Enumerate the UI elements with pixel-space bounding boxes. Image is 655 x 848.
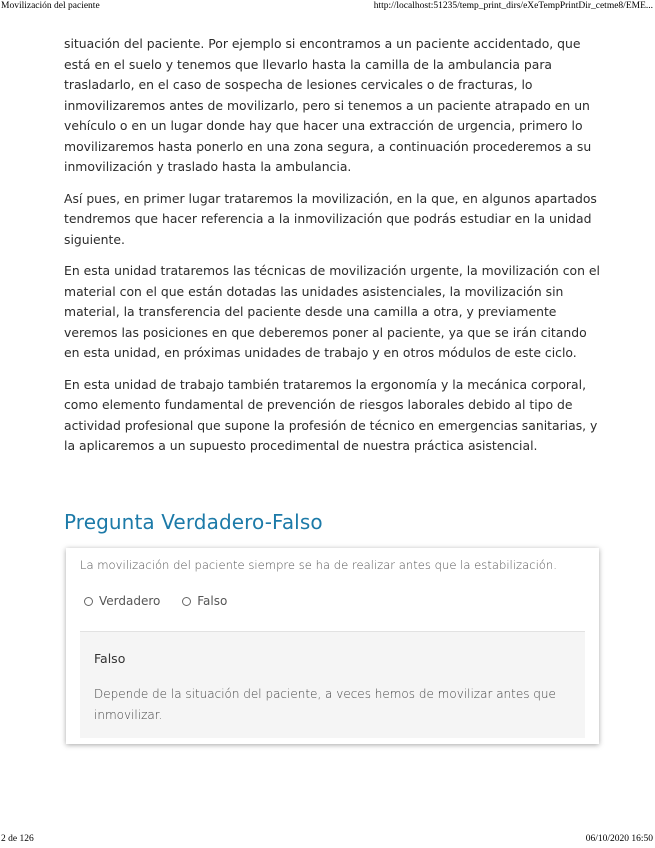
paragraph: En esta unidad trataremos las técnicas de movilización urgente, la movilización con el material con el que están dotadas las unidades asistenciales, la movilización sin material, la transferencia del paciente desde una camilla a otra, y previamente veremos las posiciones en que deberemos poner al paciente, ya que se irán citando en esta unidad, en próximas unidades de trabajo y en otros módulos de este ciclo. — [64, 263, 600, 360]
paragraph: Así pues, en primer lugar trataremos la movilización, en la que, en algunos apartados tendremos que hacer referencia a la inmovilización que podrás estudiar en la unidad siguiente. — [64, 190, 597, 247]
main-content — [64, 34, 600, 468]
option-label: Verdadero — [99, 594, 161, 608]
feedback-title: Falso — [94, 651, 126, 666]
paragraph: situación del paciente. Por ejemplo si encontramos a un paciente accidentado, que está en el suelo y tenemos que llevarlo hasta la camilla de la ambulancia para trasladarlo, en el caso de sospecha de lesiones cervicales o de fracturas, lo inmovilizaremos antes de movilizarlo, pero si tenemos a un paciente atrapado en un vehículo o en un lugar donde hay que hacer una extracción de urgencia, primero lo movilizaremos hasta ponerlo en una zona segura, a continuación procederemos a su inmovilización y traslado hasta la ambulancia. — [64, 36, 592, 174]
option-label: Falso — [197, 594, 228, 608]
feedback-text: Depende de la situación del paciente, a veces hemos de movilizar antes que inmovilizar. — [94, 687, 556, 722]
radio-button[interactable] — [182, 597, 191, 606]
document-url: http://localhost:51235/temp_print_dirs/eXeTempPrintDir_cetme8/EME... — [373, 1, 653, 11]
quiz-title: Pregunta Verdadero-Falso — [64, 510, 323, 534]
option-falso[interactable] — [182, 594, 227, 608]
document-title: Movilización del paciente — [1, 1, 100, 11]
radio-button[interactable] — [84, 597, 93, 606]
option-verdadero[interactable] — [84, 594, 160, 608]
true-false-question-card — [66, 548, 599, 744]
page-number: 2 de 126 — [1, 834, 34, 844]
print-header — [0, 0, 655, 14]
paragraph: En esta unidad de trabajo también trataremos la ergonomía y la mecánica corporal, como elemento fundamental de prevención de riesgos laborales debido al tipo de actividad profesional que supone la profesión de técnico en emergencias sanitarias, y la aplicaremos a un supuesto procedimental de nuestra práctica asistencial. — [64, 376, 598, 453]
print-datetime: 06/10/2020 16:50 — [585, 834, 653, 844]
feedback-panel — [80, 631, 585, 738]
answer-options — [84, 594, 245, 609]
question-text: La movilización del paciente siempre se ha de realizar antes que la estabilización. — [80, 558, 557, 572]
print-footer — [0, 834, 655, 848]
